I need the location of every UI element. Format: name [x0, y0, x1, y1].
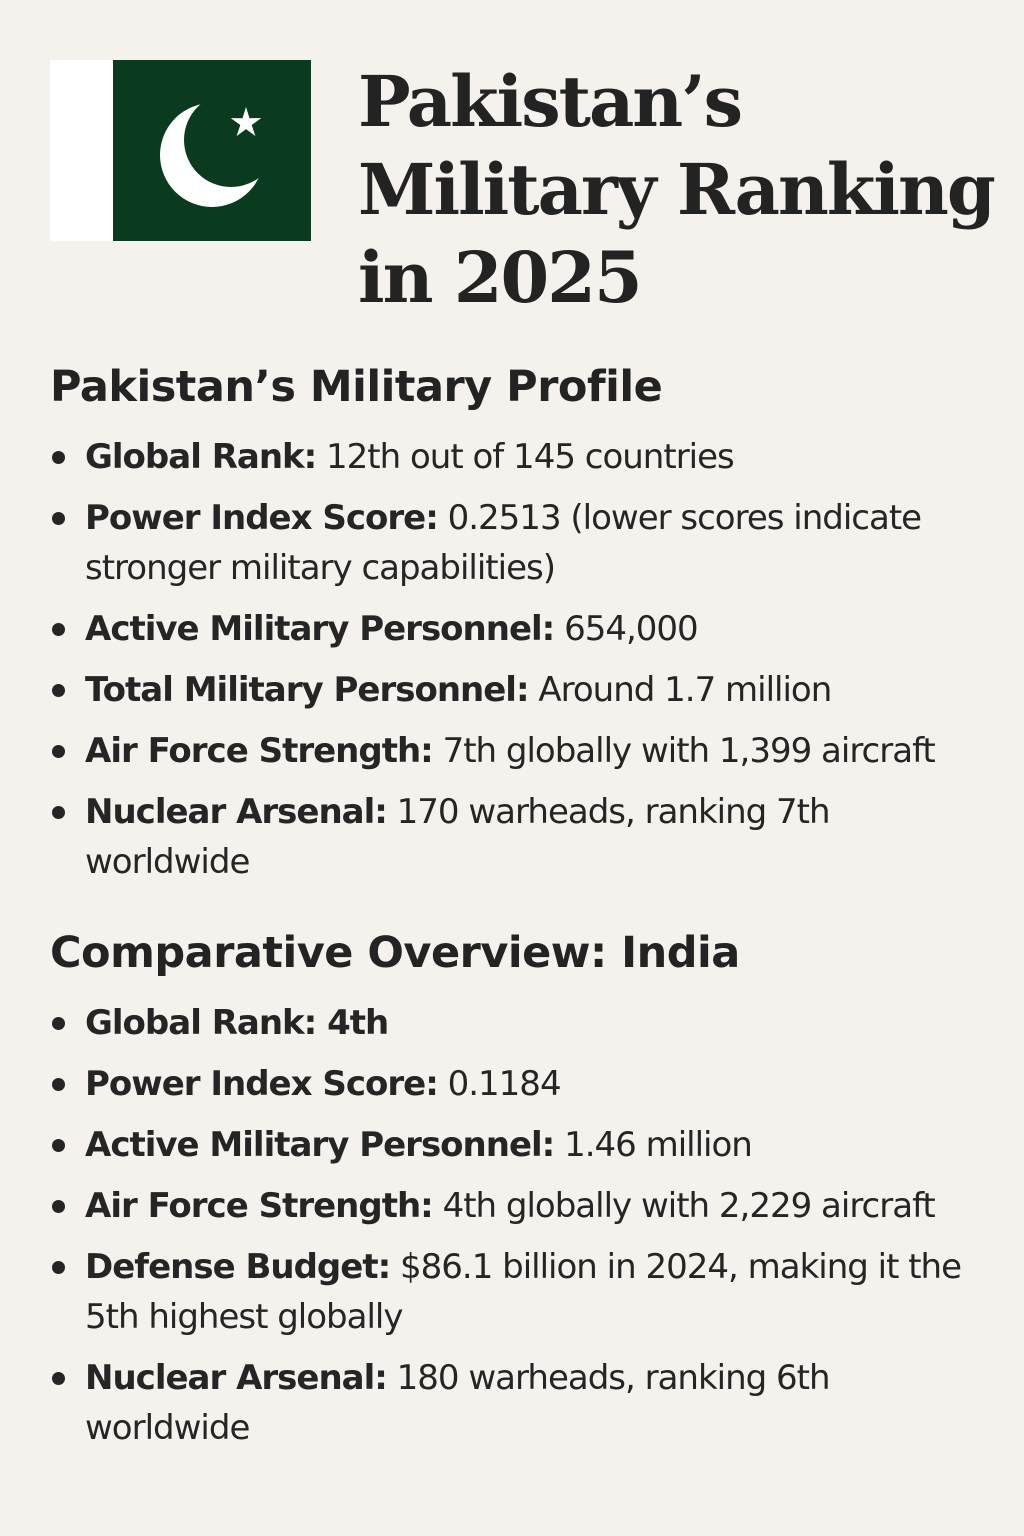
profile-heading: Pakistan’s Military Profile	[50, 362, 663, 412]
item-label: Active Military Personnel:	[85, 609, 555, 649]
profile-item-active-personnel	[50, 604, 1000, 654]
profile-item-total-personnel	[50, 665, 1000, 715]
profile-item-global-rank	[50, 432, 1000, 482]
item-value: 4th globally with 2,229 aircraft	[432, 1186, 935, 1226]
profile-item-nuclear-arsenal	[50, 787, 1000, 887]
item-value: Around 1.7 million	[528, 670, 832, 710]
profile-list	[50, 432, 1000, 887]
item-value: 0.2513 (lower scores indicate stronger military capabilities)	[85, 498, 922, 588]
india-comparison-section	[50, 928, 1000, 1464]
title-line-2: Military Ranking	[358, 148, 994, 231]
item-label: Air Force Strength:	[85, 1186, 433, 1226]
item-value: 12th out of 145 countries	[316, 437, 734, 477]
item-label: Power Index Score:	[85, 1064, 438, 1104]
bullet-icon	[52, 1372, 65, 1385]
pakistan-flag-icon	[50, 60, 311, 241]
bullet-icon	[52, 684, 65, 697]
bullet-icon	[52, 745, 65, 758]
bullet-icon	[52, 512, 65, 525]
comparison-item-active-personnel	[50, 1120, 1000, 1170]
bullet-icon	[52, 1017, 65, 1030]
item-label: Air Force Strength:	[85, 731, 433, 771]
item-value: 1.46 million	[554, 1125, 752, 1165]
title-line-3: in 2025	[358, 236, 641, 319]
bullet-icon	[52, 1200, 65, 1213]
flag-crescent-inner	[184, 93, 278, 187]
comparison-item-nuclear-arsenal	[50, 1353, 1000, 1453]
comparison-list	[50, 998, 1000, 1453]
item-value: 180 warheads, ranking 6th worldwide	[85, 1358, 830, 1448]
item-label: Defense Budget:	[85, 1247, 391, 1287]
item-label: Global Rank: 4th	[85, 1003, 389, 1043]
bullet-icon	[52, 451, 65, 464]
item-label: Power Index Score:	[85, 498, 438, 538]
comparison-item-global-rank	[50, 998, 1000, 1048]
flag-white-stripe	[50, 60, 113, 241]
comparison-item-defense-budget	[50, 1242, 1000, 1342]
item-label: Global Rank:	[85, 437, 317, 477]
item-label: Total Military Personnel:	[85, 670, 529, 710]
bullet-icon	[52, 806, 65, 819]
item-label: Active Military Personnel:	[85, 1125, 555, 1165]
item-label: Nuclear Arsenal:	[85, 792, 387, 832]
profile-item-power-index	[50, 493, 1000, 593]
comparison-item-power-index	[50, 1059, 1000, 1109]
page-title	[358, 58, 1018, 322]
title-line-1: Pakistan’s	[358, 60, 741, 143]
item-value: $86.1 billion in 2024, making it the 5th highest globally	[85, 1247, 962, 1337]
item-value: 170 warheads, ranking 7th worldwide	[85, 792, 830, 882]
item-label: Nuclear Arsenal:	[85, 1358, 387, 1398]
item-value: 7th globally with 1,399 aircraft	[432, 731, 935, 771]
comparison-item-air-force	[50, 1181, 1000, 1231]
item-value: 654,000	[554, 609, 698, 649]
bullet-icon	[52, 623, 65, 636]
item-value: 0.1184	[437, 1064, 561, 1104]
bullet-icon	[52, 1078, 65, 1091]
comparison-heading: Comparative Overview: India	[50, 928, 740, 978]
bullet-icon	[52, 1261, 65, 1274]
pakistan-profile-section	[50, 362, 1000, 898]
profile-item-air-force	[50, 726, 1000, 776]
bullet-icon	[52, 1139, 65, 1152]
